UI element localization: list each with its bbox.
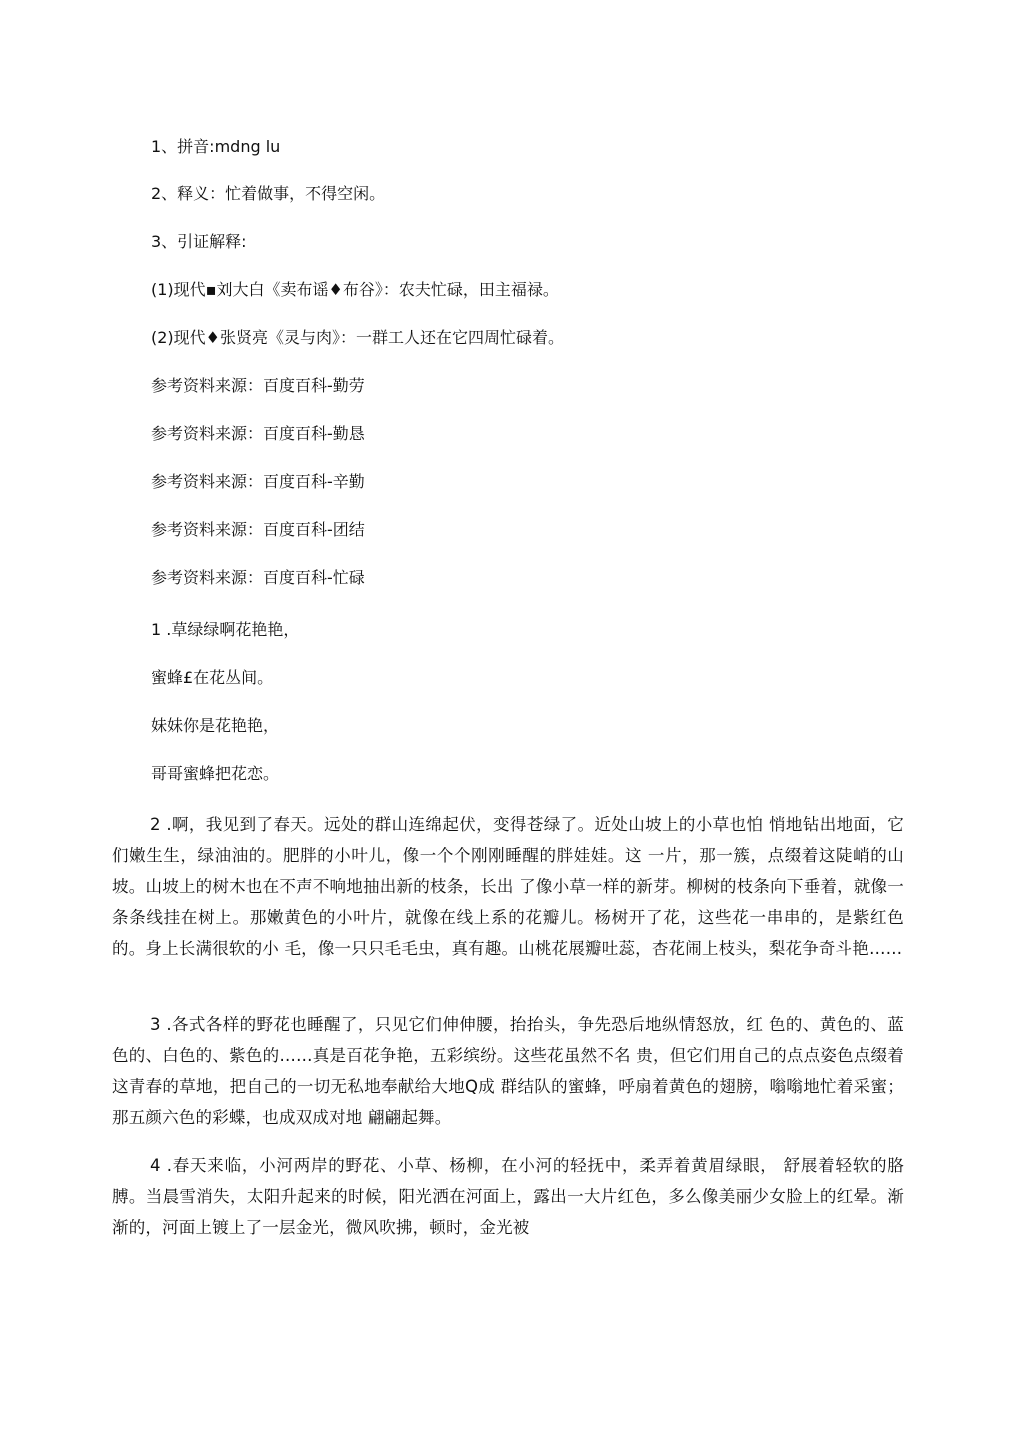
source-line: 参考资料来源：百度百科-勤恳: [151, 424, 365, 443]
paragraph-spring: 2 .啊，我见到了春天。远处的群山连绵起伏，变得苍绿了。近处山坡上的小草也怕 悄地钻出地面，它们嫩生生，绿油油的。肥胖的小叶儿，像一个个刚刚睡醒的胖娃娃。这 一片，那一簇，点缀着这陡峭的山坡。山坡上的树木也在不声不响地抽出新的枝条，长出 了像小草一样的新芽。柳树的枝条向下垂着，就像一条条线挂在树上。那嫩黄色的小叶片，就像在线上系的花瓣儿。杨树开了花，这些花一串串的，是紫红色的。身上长满很软的小 毛，像一只只毛毛虫，真有趣。山桃花展瓣吐蕊，杏花闹上枝头，梨花争奇斗艳……: [112, 815, 904, 958]
source-line: 参考资料来源：百度百科-团结: [151, 520, 365, 539]
paragraph-flowers: 3 .各式各样的野花也睡醒了，只见它们伸伸腰，抬抬头，争先恐后地纵情怒放，红 色的、黄色的、蓝色的、白色的、紫色的……真是百花争艳，五彩缤纷。这些花虽然不名 贵，但它们用自己的点点姿色点缀着这青春的草地，把自己的一切无私地奉献给大地Q成 群结队的蜜蜂，呼扇着黄色的翅膀，嗡嗡地忙着采蜜；那五颜六色的彩蝶，也成双成对地 翩翩起舞。: [112, 1015, 904, 1127]
source-line: 参考资料来源：百度百科-辛勤: [151, 472, 365, 491]
paragraph-river: 4 .春天来临，小河两岸的野花、小草、杨柳，在小河的轻抚中，柔弄着黄眉绿眼， 舒展着轻软的胳膊。当晨雪消失，太阳升起来的时候，阳光洒在河面上，露出一大片红色，多么像美丽少女脸上的红晕。渐渐的，河面上镀上了一层金光，微风吹拂，顿时，金光被: [112, 1156, 904, 1237]
pinyin-line: 1、拼音:mdng lu: [151, 137, 281, 156]
citation-line-2: (2)现代♦张贤亮《灵与肉》：一群工人还在它四周忙碌着。: [151, 328, 565, 347]
poem-line: 妹妹你是花艳艳，: [151, 716, 280, 735]
citation-line-1: (1)现代▪刘大白《卖布谣♦布谷》：农夫忙碌，田主福禄。: [151, 280, 559, 299]
poem-line: 蜜蜂£在花丛间。: [151, 668, 274, 687]
poem-line: 1 .草绿绿啊花艳艳，: [151, 620, 300, 639]
citation-heading: 3、引证解释:: [151, 232, 247, 251]
source-line: 参考资料来源：百度百科-忙碌: [151, 568, 365, 587]
poem-line: 哥哥蜜蜂把花恋。: [151, 764, 280, 783]
meaning-line: 2、释义：忙着做事，不得空闲。: [151, 184, 386, 203]
source-line: 参考资料来源：百度百科-勤劳: [151, 376, 365, 395]
